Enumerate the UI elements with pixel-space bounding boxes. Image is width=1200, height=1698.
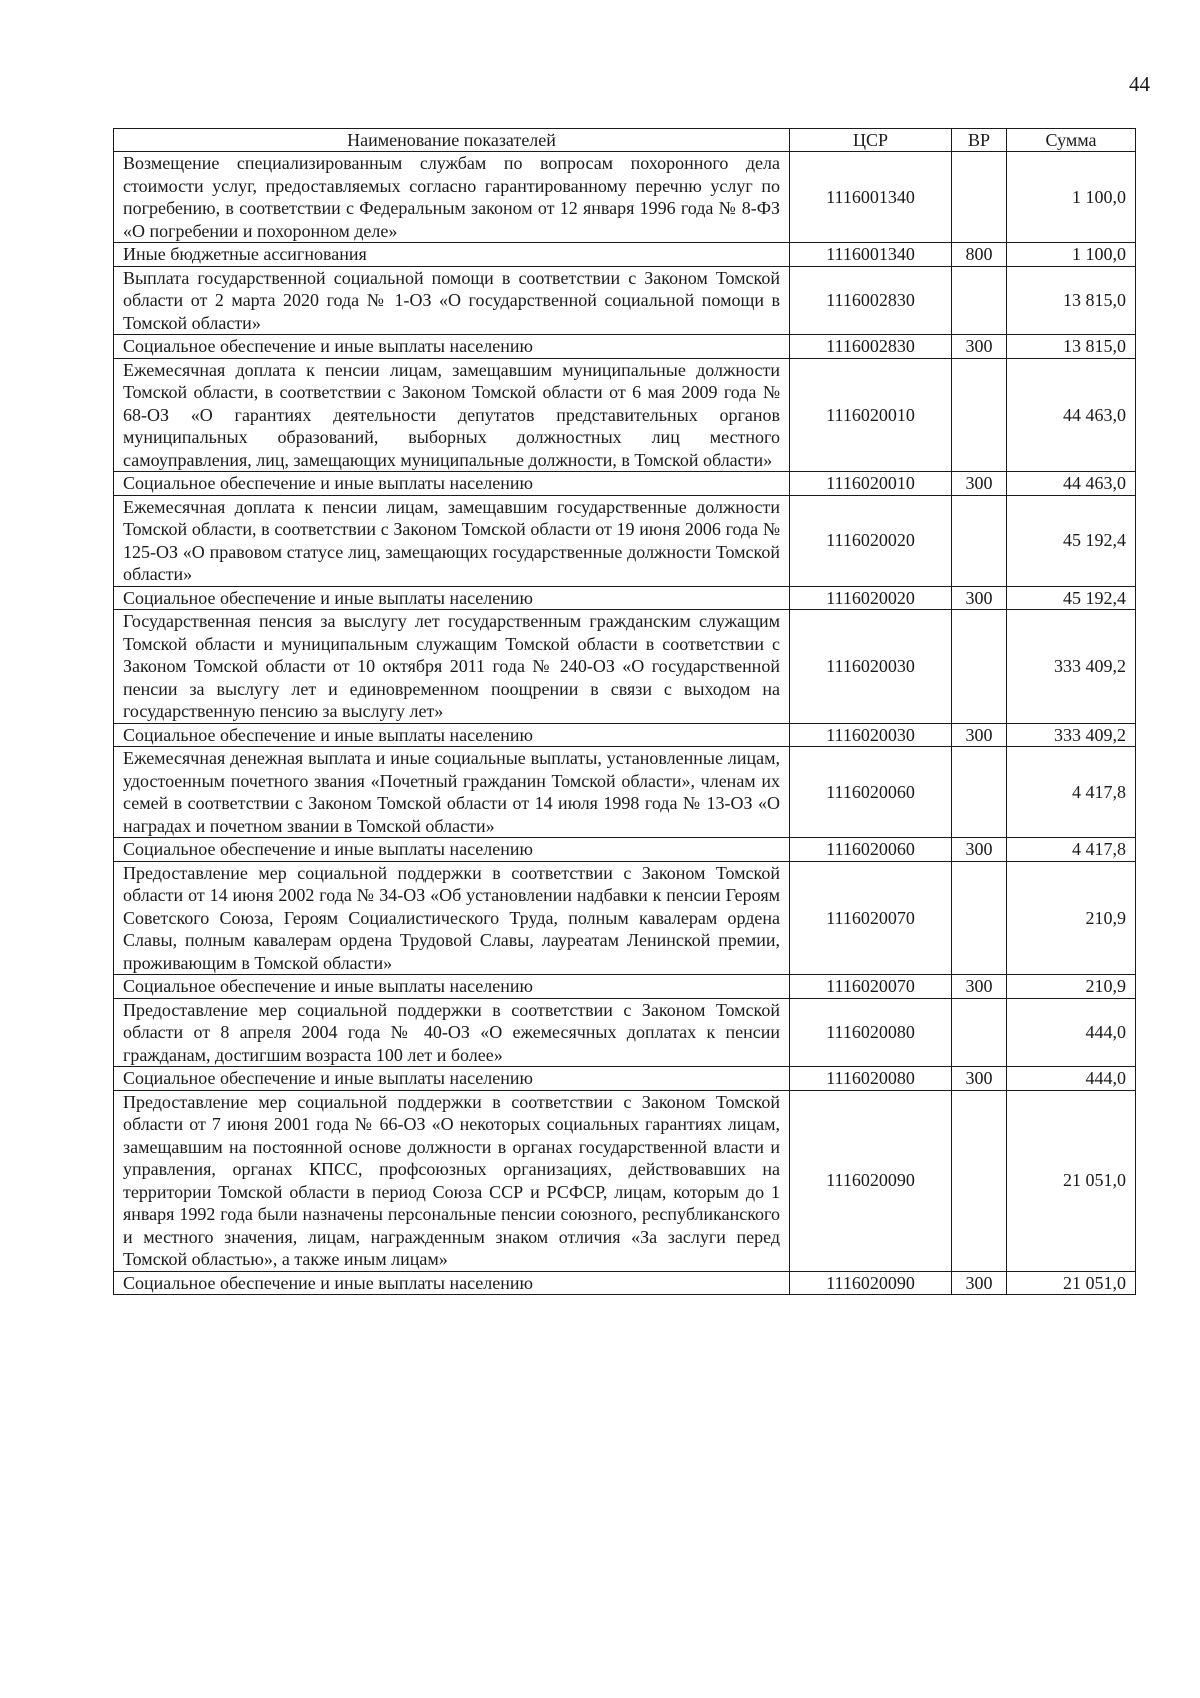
cell-vr: 300	[952, 723, 1007, 747]
cell-sum: 210,9	[1007, 861, 1136, 975]
cell-vr	[952, 747, 1007, 838]
cell-name: Социальное обеспечение и иные выплаты населению	[114, 335, 790, 359]
cell-csr: 1116020090	[790, 1090, 952, 1271]
table-row	[114, 266, 1136, 335]
cell-csr: 1116020020	[790, 586, 952, 610]
cell-name: Социальное обеспечение и иные выплаты населению	[114, 1067, 790, 1091]
cell-vr	[952, 266, 1007, 335]
header-csr: ЦСР	[790, 129, 952, 152]
cell-csr: 1116020060	[790, 838, 952, 862]
cell-vr	[952, 998, 1007, 1067]
table-row	[114, 495, 1136, 586]
cell-sum: 210,9	[1007, 975, 1136, 999]
cell-csr: 1116020080	[790, 1067, 952, 1091]
cell-csr: 1116020070	[790, 975, 952, 999]
cell-csr: 1116002830	[790, 335, 952, 359]
cell-sum: 45 192,4	[1007, 586, 1136, 610]
cell-sum: 333 409,2	[1007, 723, 1136, 747]
cell-sum: 44 463,0	[1007, 472, 1136, 496]
cell-name: Предоставление мер социальной поддержки в соответствии с Законом Томской области от 14 июня 2002 года № 34-ОЗ «Об установлении надбавки к пенсии Героям Советского Союза, Героям Социалистического Труда, полным кавалерам ордена Славы, полным кавалерам ордена Трудовой Славы, лауреатам Ленинской премии, проживающим в Томской области»	[114, 861, 790, 975]
cell-sum: 45 192,4	[1007, 495, 1136, 586]
cell-sum: 4 417,8	[1007, 747, 1136, 838]
cell-sum: 13 815,0	[1007, 266, 1136, 335]
table-row	[114, 586, 1136, 610]
cell-name: Социальное обеспечение и иные выплаты населению	[114, 1271, 790, 1295]
cell-csr: 1116001340	[790, 152, 952, 243]
cell-vr	[952, 495, 1007, 586]
cell-csr: 1116020070	[790, 861, 952, 975]
cell-name: Предоставление мер социальной поддержки в соответствии с Законом Томской области от 8 апреля 2004 года № 40-ОЗ «О ежемесячных доплатах к пенсии гражданам, достигшим возраста 100 лет и более»	[114, 998, 790, 1067]
cell-vr: 300	[952, 975, 1007, 999]
cell-name: Социальное обеспечение и иные выплаты населению	[114, 723, 790, 747]
table-row	[114, 472, 1136, 496]
cell-name: Предоставление мер социальной поддержки в соответствии с Законом Томской области от 7 июня 2001 года № 66-ОЗ «О некоторых социальных гарантиях лицам, замещавшим на постоянной основе должности в органах государственной власти и управления, органах КПСС, профсоюзных организациях, действовавших на территории Томской области в период Союза ССР и РСФСР, лицам, которым до 1 января 1992 года были назначены персональные пенсии союзного, республиканского и местного значения, лицам, награжденным знаком отличия «За заслуги перед Томской областью», а также иным лицам»	[114, 1090, 790, 1271]
cell-vr	[952, 358, 1007, 472]
cell-sum: 21 051,0	[1007, 1271, 1136, 1295]
cell-sum: 13 815,0	[1007, 335, 1136, 359]
cell-csr: 1116001340	[790, 243, 952, 267]
cell-vr: 300	[952, 1067, 1007, 1091]
cell-name: Ежемесячная доплата к пенсии лицам, замещавшим муниципальные должности Томской области, в соответствии с Законом Томской области от 6 мая 2009 года № 68-ОЗ «О гарантиях деятельности депутатов представительных органов муниципальных образований, выборных должностных лиц местного самоуправления, лиц, замещающих муниципальные должности, в Томской области»	[114, 358, 790, 472]
table-row	[114, 998, 1136, 1067]
cell-name: Социальное обеспечение и иные выплаты населению	[114, 838, 790, 862]
cell-csr: 1116020060	[790, 747, 952, 838]
budget-table	[113, 128, 1136, 1295]
header-vr: ВР	[952, 129, 1007, 152]
cell-name: Социальное обеспечение и иные выплаты населению	[114, 586, 790, 610]
cell-csr: 1116020090	[790, 1271, 952, 1295]
table-row	[114, 335, 1136, 359]
cell-vr: 300	[952, 472, 1007, 496]
cell-csr: 1116020010	[790, 472, 952, 496]
cell-name: Ежемесячная денежная выплата и иные социальные выплаты, установленные лицам, удостоенным почетного звания «Почетный гражданин Томской области», членам их семей в соответствии с Законом Томской области от 14 июля 1998 года № 13-ОЗ «О наградах и почетном звании в Томской области»	[114, 747, 790, 838]
cell-csr: 1116020010	[790, 358, 952, 472]
cell-vr: 300	[952, 1271, 1007, 1295]
cell-vr	[952, 610, 1007, 724]
table-row	[114, 975, 1136, 999]
cell-csr: 1116020020	[790, 495, 952, 586]
cell-vr	[952, 152, 1007, 243]
cell-csr: 1116002830	[790, 266, 952, 335]
table-row	[114, 1090, 1136, 1271]
table-header	[114, 129, 1136, 152]
cell-vr	[952, 1090, 1007, 1271]
table-body	[114, 152, 1136, 1295]
cell-csr: 1116020030	[790, 610, 952, 724]
header-sum: Сумма	[1007, 129, 1136, 152]
cell-name: Ежемесячная доплата к пенсии лицам, замещавшим государственные должности Томской области, в соответствии с Законом Томской области от 19 июня 2006 года № 125-ОЗ «О правовом статусе лиц, замещающих государственные должности Томской области»	[114, 495, 790, 586]
cell-name: Социальное обеспечение и иные выплаты населению	[114, 975, 790, 999]
table-row	[114, 1067, 1136, 1091]
cell-sum: 21 051,0	[1007, 1090, 1136, 1271]
table-row	[114, 243, 1136, 267]
cell-sum: 444,0	[1007, 1067, 1136, 1091]
cell-name: Возмещение специализированным службам по вопросам похоронного дела стоимости услуг, предоставляемых согласно гарантированному перечню услуг по погребению, в соответствии с Федеральным законом от 12 января 1996 года № 8-ФЗ «О погребении и похоронном деле»	[114, 152, 790, 243]
cell-name: Социальное обеспечение и иные выплаты населению	[114, 472, 790, 496]
table-row	[114, 610, 1136, 724]
header-name: Наименование показателей	[114, 129, 790, 152]
cell-sum: 333 409,2	[1007, 610, 1136, 724]
page-number: 44	[1129, 72, 1150, 96]
table-row	[114, 358, 1136, 472]
cell-sum: 44 463,0	[1007, 358, 1136, 472]
header-row	[114, 129, 1136, 152]
table-row	[114, 152, 1136, 243]
cell-csr: 1116020030	[790, 723, 952, 747]
cell-sum: 444,0	[1007, 998, 1136, 1067]
cell-vr: 300	[952, 335, 1007, 359]
cell-sum: 1 100,0	[1007, 152, 1136, 243]
cell-csr: 1116020080	[790, 998, 952, 1067]
cell-sum: 1 100,0	[1007, 243, 1136, 267]
cell-vr: 800	[952, 243, 1007, 267]
cell-name: Выплата государственной социальной помощи в соответствии с Законом Томской области от 2 марта 2020 года № 1-ОЗ «О государственной социальной помощи в Томской области»	[114, 266, 790, 335]
cell-name: Государственная пенсия за выслугу лет государственным гражданским служащим Томской области и муниципальным служащим Томской области в соответствии с Законом Томской области от 10 октября 2011 года № 240-ОЗ «О государственной пенсии за выслугу лет и единовременном поощрении в связи с выходом на государственную пенсию за выслугу лет»	[114, 610, 790, 724]
cell-vr: 300	[952, 838, 1007, 862]
table-row	[114, 861, 1136, 975]
cell-vr	[952, 861, 1007, 975]
table-row	[114, 1271, 1136, 1295]
table-row	[114, 747, 1136, 838]
cell-vr: 300	[952, 586, 1007, 610]
table-row	[114, 723, 1136, 747]
cell-sum: 4 417,8	[1007, 838, 1136, 862]
cell-name: Иные бюджетные ассигнования	[114, 243, 790, 267]
table-row	[114, 838, 1136, 862]
